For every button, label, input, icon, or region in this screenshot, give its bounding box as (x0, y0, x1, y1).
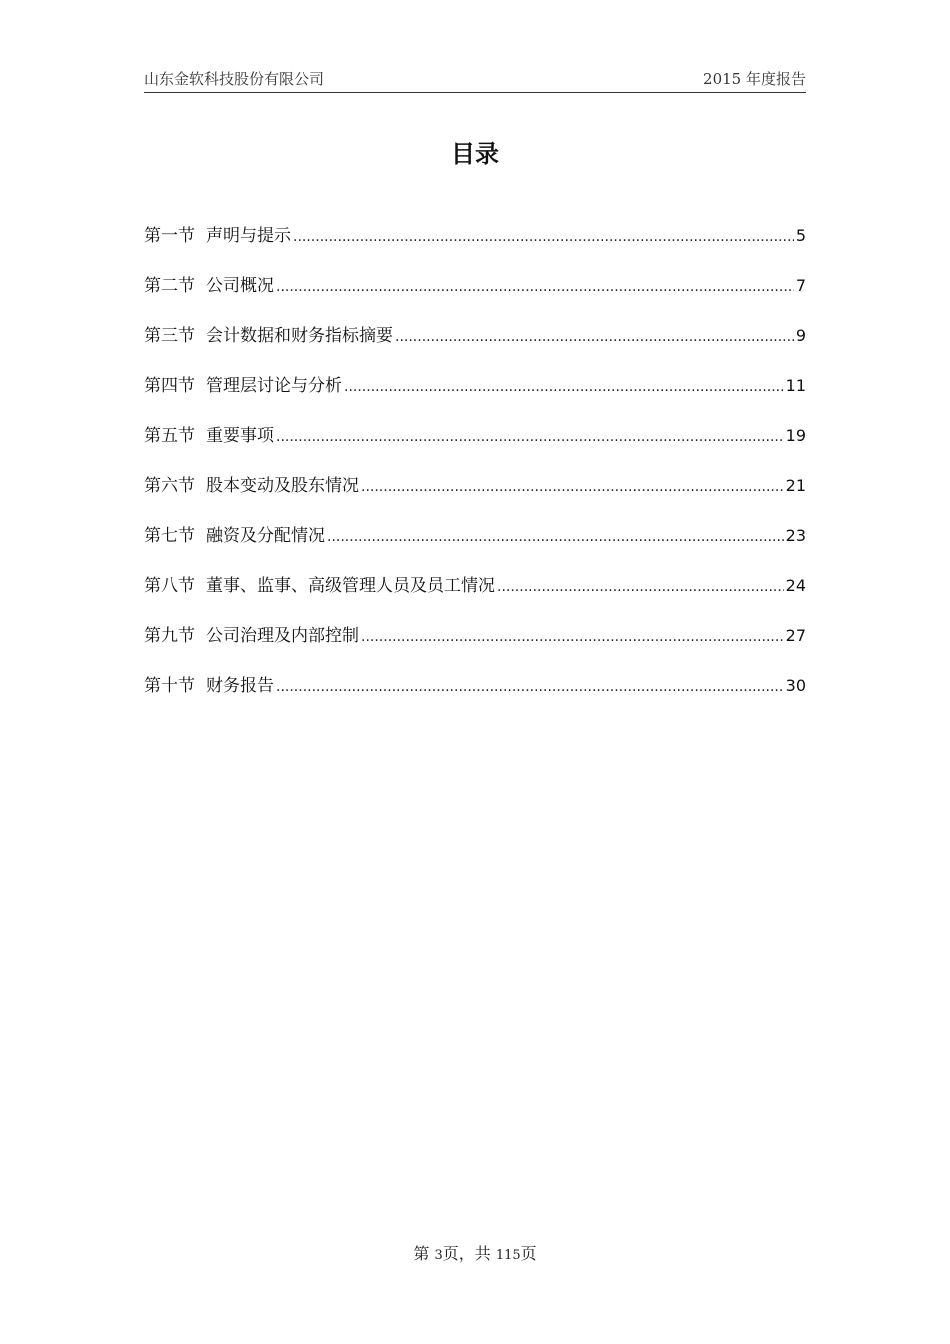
toc-page-number: 23 (785, 526, 806, 545)
page-footer (0, 1241, 950, 1264)
toc-section-title: 股本变动及股东情况 (206, 476, 359, 496)
toc-entry-9[interactable] (144, 621, 806, 671)
toc-section-number: 第八节 (144, 576, 195, 596)
toc-section-number: 第四节 (144, 376, 195, 396)
toc-section-title: 声明与提示 (206, 226, 291, 246)
page-header (144, 66, 806, 93)
toc-page-number: 24 (785, 576, 806, 595)
toc-section-title: 财务报告 (206, 676, 274, 696)
toc-entry-8[interactable] (144, 571, 806, 621)
footer-prefix: 第 (413, 1244, 435, 1263)
toc-entry-2[interactable] (144, 271, 806, 321)
toc-dot-leader (327, 529, 784, 545)
header-company-name: 山东金软科技股份有限公司 (144, 70, 325, 88)
toc-section-title: 融资及分配情况 (206, 526, 325, 546)
header-report-title: 2015 年度报告 (703, 70, 806, 88)
toc-entry-5[interactable] (144, 421, 806, 471)
toc-dot-leader (276, 279, 794, 295)
toc-section-title: 董事、监事、高级管理人员及员工情况 (206, 576, 495, 596)
toc-entry-4[interactable] (144, 371, 806, 421)
toc-section-title: 管理层讨论与分析 (206, 376, 342, 396)
toc-section-number: 第六节 (144, 476, 195, 496)
toc-dot-leader (276, 679, 784, 695)
toc-page-number: 19 (785, 426, 806, 445)
toc-section-number: 第二节 (144, 276, 195, 296)
footer-current-page: 3 (434, 1248, 443, 1263)
toc-dot-leader (395, 329, 794, 345)
toc-page-number: 9 (795, 326, 806, 345)
toc-entry-6[interactable] (144, 471, 806, 521)
toc-section-title: 公司治理及内部控制 (206, 626, 359, 646)
toc-entry-1[interactable] (144, 221, 806, 271)
toc-title: 目录 (451, 140, 499, 168)
toc-page-number: 21 (785, 476, 806, 495)
toc-dot-leader (276, 429, 784, 445)
toc-entry-10[interactable] (144, 671, 806, 721)
toc-list (144, 221, 806, 721)
toc-section-number: 第五节 (144, 426, 195, 446)
toc-section-title: 会计数据和财务指标摘要 (206, 326, 393, 346)
toc-page-number: 30 (785, 676, 806, 695)
toc-dot-leader (361, 629, 784, 645)
toc-page-number: 27 (785, 626, 806, 645)
toc-entry-3[interactable] (144, 321, 806, 371)
toc-dot-leader (293, 229, 794, 245)
toc-entry-7[interactable] (144, 521, 806, 571)
toc-section-number: 第七节 (144, 526, 195, 546)
toc-section-title: 公司概况 (206, 276, 274, 296)
footer-middle: 页，共 (442, 1244, 496, 1263)
toc-page-number: 11 (785, 376, 806, 395)
toc-dot-leader (497, 579, 784, 595)
toc-section-number: 第三节 (144, 326, 195, 346)
toc-dot-leader (361, 479, 784, 495)
toc-section-number: 第十节 (144, 676, 195, 696)
footer-total-pages: 115 (495, 1248, 521, 1263)
toc-section-number: 第九节 (144, 626, 195, 646)
toc-section-title: 重要事项 (206, 426, 274, 446)
toc-dot-leader (344, 379, 784, 395)
toc-page-number: 5 (795, 226, 806, 245)
toc-page-number: 7 (795, 276, 806, 295)
footer-suffix: 页 (520, 1244, 537, 1263)
toc-section-number: 第一节 (144, 226, 195, 246)
